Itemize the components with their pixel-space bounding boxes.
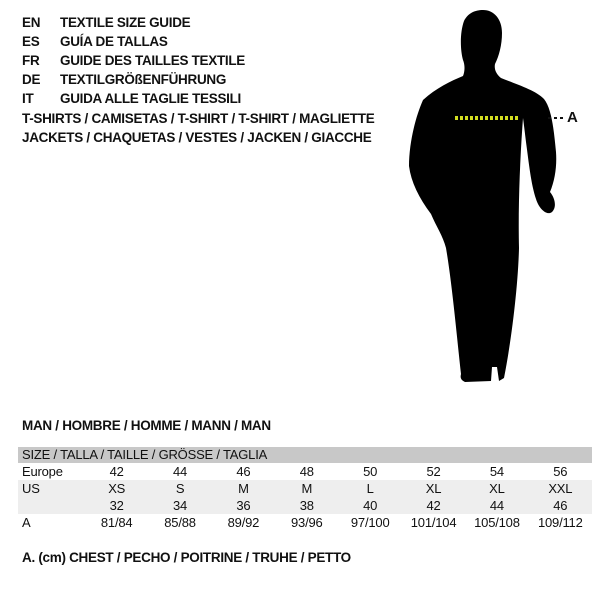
language-row-en [22, 13, 245, 32]
section-title-man: MAN / HOMBRE / HOMME / MANN / MAN [22, 418, 271, 433]
language-code: ES [22, 34, 40, 49]
man-silhouette-figure [403, 8, 575, 390]
table-cell: 46 [553, 498, 568, 513]
measure-leader-dash-line [548, 117, 564, 119]
row-label: A [22, 515, 31, 530]
table-cell: XXL [548, 481, 573, 496]
table-cell: 40 [363, 498, 378, 513]
table-cell: 81/84 [100, 515, 133, 530]
size-table [18, 447, 592, 531]
table-row-europe [18, 463, 592, 480]
table-cell: 52 [426, 464, 441, 479]
measure-legend-footnote: A. (cm) CHEST / PECHO / POITRINE / TRUHE / PETTO [22, 550, 351, 565]
table-cell: 46 [236, 464, 251, 479]
man-silhouette-shape [409, 10, 556, 382]
table-cell: 101/104 [410, 515, 457, 530]
language-title: GUÍA DE TALLAS [60, 34, 168, 49]
table-cell: 50 [363, 464, 378, 479]
table-cell: 36 [236, 498, 251, 513]
table-cell: XL [489, 481, 505, 496]
language-title: GUIDE DES TAILLES TEXTILE [60, 53, 246, 68]
table-cell: 105/108 [474, 515, 520, 530]
row-label [18, 497, 85, 514]
chest-measure-dash-line [455, 116, 519, 120]
language-row-fr [22, 51, 245, 70]
table-cell: 38 [299, 498, 314, 513]
table-cell: 56 [553, 464, 568, 479]
table-cell: 32 [109, 498, 124, 513]
table-cell: XS [108, 481, 126, 496]
table-cell: M [238, 481, 249, 496]
category-tshirts: T-SHIRTS / CAMISETAS / T-SHIRT / T-SHIRT / MAGLIETTE [22, 111, 375, 126]
table-cell: 85/88 [164, 515, 196, 530]
table-cell: 97/100 [350, 515, 390, 530]
table-row-us-numeric [18, 497, 592, 514]
table-cell: L [366, 481, 374, 496]
language-code: EN [22, 15, 41, 30]
table-cell: S [175, 481, 185, 496]
table-cell: 109/112 [537, 515, 583, 530]
language-title: TEXTILGRÖßENFÜHRUNG [60, 72, 227, 87]
language-code: DE [22, 72, 41, 87]
table-cell: 89/92 [227, 515, 260, 530]
row-label: US [22, 481, 40, 496]
table-cell: 44 [173, 464, 188, 479]
category-jackets: JACKETS / CHAQUETAS / VESTES / JACKEN / GIACCHE [22, 130, 372, 145]
table-cell: 42 [426, 498, 441, 513]
man-silhouette-image [403, 8, 575, 390]
table-cell: 48 [299, 464, 314, 479]
table-cell: 34 [173, 498, 188, 513]
language-title-list [22, 13, 245, 108]
language-title: TEXTILE SIZE GUIDE [60, 15, 191, 30]
size-table-header: SIZE / TALLA / TAILLE / GRÖSSE / TAGLIA [18, 447, 592, 463]
language-code: FR [22, 53, 40, 68]
table-cell: 44 [489, 498, 504, 513]
language-title: GUIDA ALLE TAGLIE TESSILI [60, 91, 241, 106]
table-cell: XL [425, 481, 442, 496]
row-label: Europe [22, 464, 63, 479]
language-row-de [22, 70, 245, 89]
language-code: IT [22, 91, 34, 106]
table-row-chest-a [18, 514, 592, 531]
garment-categories [22, 109, 374, 147]
measure-label-a: A [567, 109, 578, 126]
language-row-es [22, 32, 245, 51]
table-row-us [18, 480, 592, 497]
table-cell: 42 [109, 464, 124, 479]
table-cell: M [301, 481, 313, 496]
table-cell: 54 [489, 464, 504, 479]
language-row-it [22, 89, 245, 108]
table-cell: 93/96 [291, 515, 323, 530]
